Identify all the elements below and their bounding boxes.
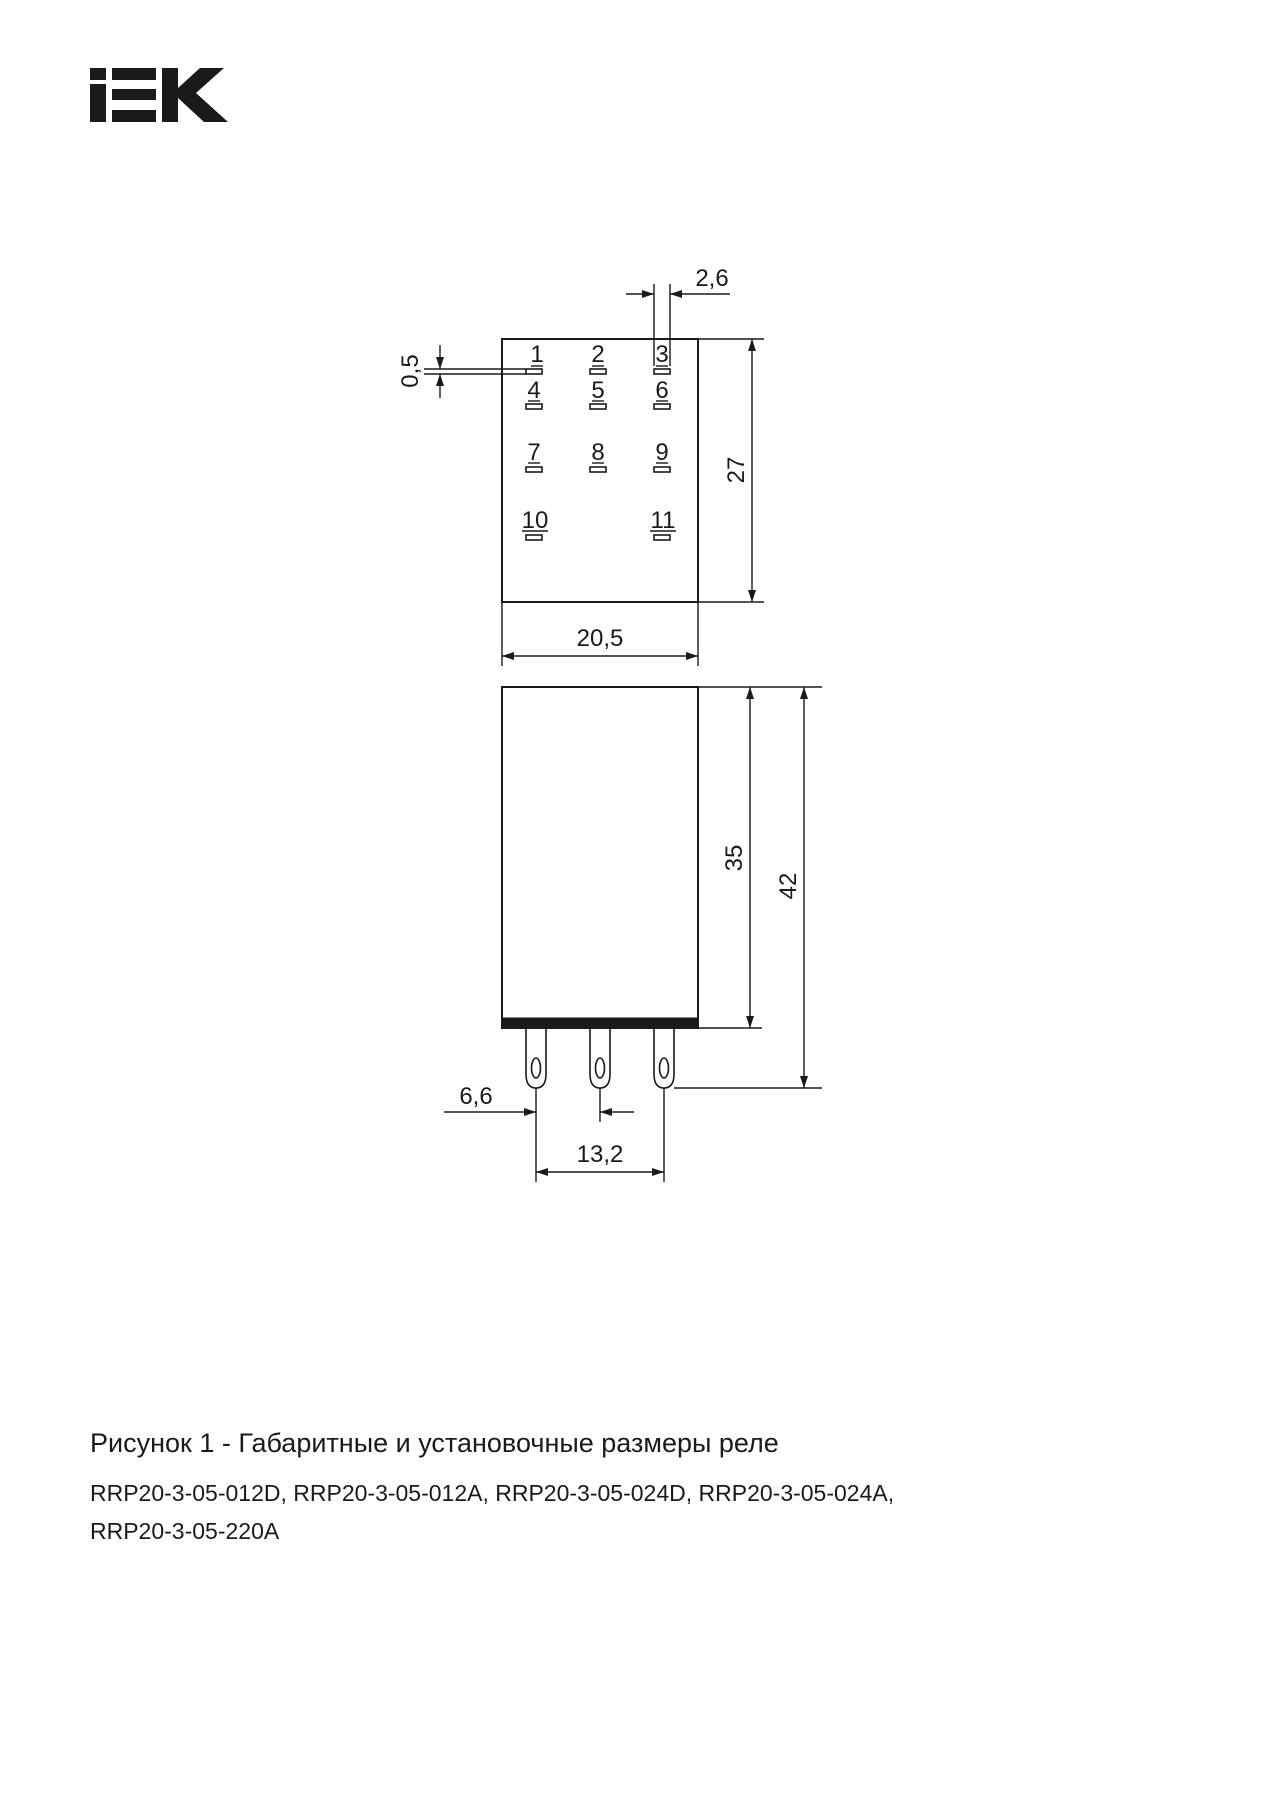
dim-total-height-label: 42 — [775, 872, 802, 900]
dim-pin-thickness-label: 0,5 — [397, 354, 424, 388]
dim-pin-thickness — [424, 345, 526, 398]
side-view-base — [502, 1018, 698, 1028]
pin-slot-9 — [654, 467, 670, 472]
figure-caption-title: Рисунок 1 - Габаритные и установочные размеры реле — [90, 1428, 779, 1458]
pin-slot-7 — [526, 467, 542, 472]
side-view-body — [502, 687, 698, 1028]
pin-label-4: 4 — [527, 377, 541, 404]
pin-slot-8 — [590, 467, 606, 472]
dim-pin-width — [626, 284, 730, 366]
pin-label-10: 10 — [521, 507, 549, 534]
dim-pin-width-label: 2,6 — [695, 265, 729, 292]
pin-slot-11 — [654, 535, 670, 540]
pin-slot-5 — [590, 404, 606, 409]
terminals — [526, 1028, 674, 1088]
pin-label-6: 6 — [655, 377, 669, 404]
pin-slot-1 — [526, 369, 542, 374]
pin-label-1: 1 — [530, 341, 544, 368]
dim-pin-span-label: 13,2 — [576, 1141, 624, 1168]
pin-slot-4 — [526, 404, 542, 409]
dim-width-label: 20,5 — [576, 625, 624, 652]
pin-label-8: 8 — [591, 439, 605, 466]
pin-label-11: 11 — [650, 507, 676, 534]
pin-label-3: 3 — [655, 341, 669, 368]
pin-label-2: 2 — [591, 341, 605, 368]
side-view — [444, 687, 822, 1182]
dim-depth-label: 27 — [723, 456, 750, 484]
pin-slot-10 — [526, 535, 542, 540]
dim-body-height-label: 35 — [721, 844, 748, 872]
pin-slot-2 — [590, 369, 606, 374]
pin-label-7: 7 — [527, 439, 541, 466]
figure-caption-models-continued: RRP20-3-05-220A — [90, 1518, 280, 1544]
pin-slot-6 — [654, 404, 670, 409]
iek-logo — [90, 68, 228, 122]
pin-slot-3 — [654, 369, 670, 374]
pin-label-9: 9 — [655, 439, 669, 466]
pin-label-5: 5 — [591, 377, 605, 404]
figure-caption-models: RRP20-3-05-012D, RRP20-3-05-012A, RRP20-3-05-024D, RRP20-3-05-024A, — [90, 1480, 895, 1506]
dim-pin-pitch-label: 6,6 — [459, 1083, 493, 1110]
